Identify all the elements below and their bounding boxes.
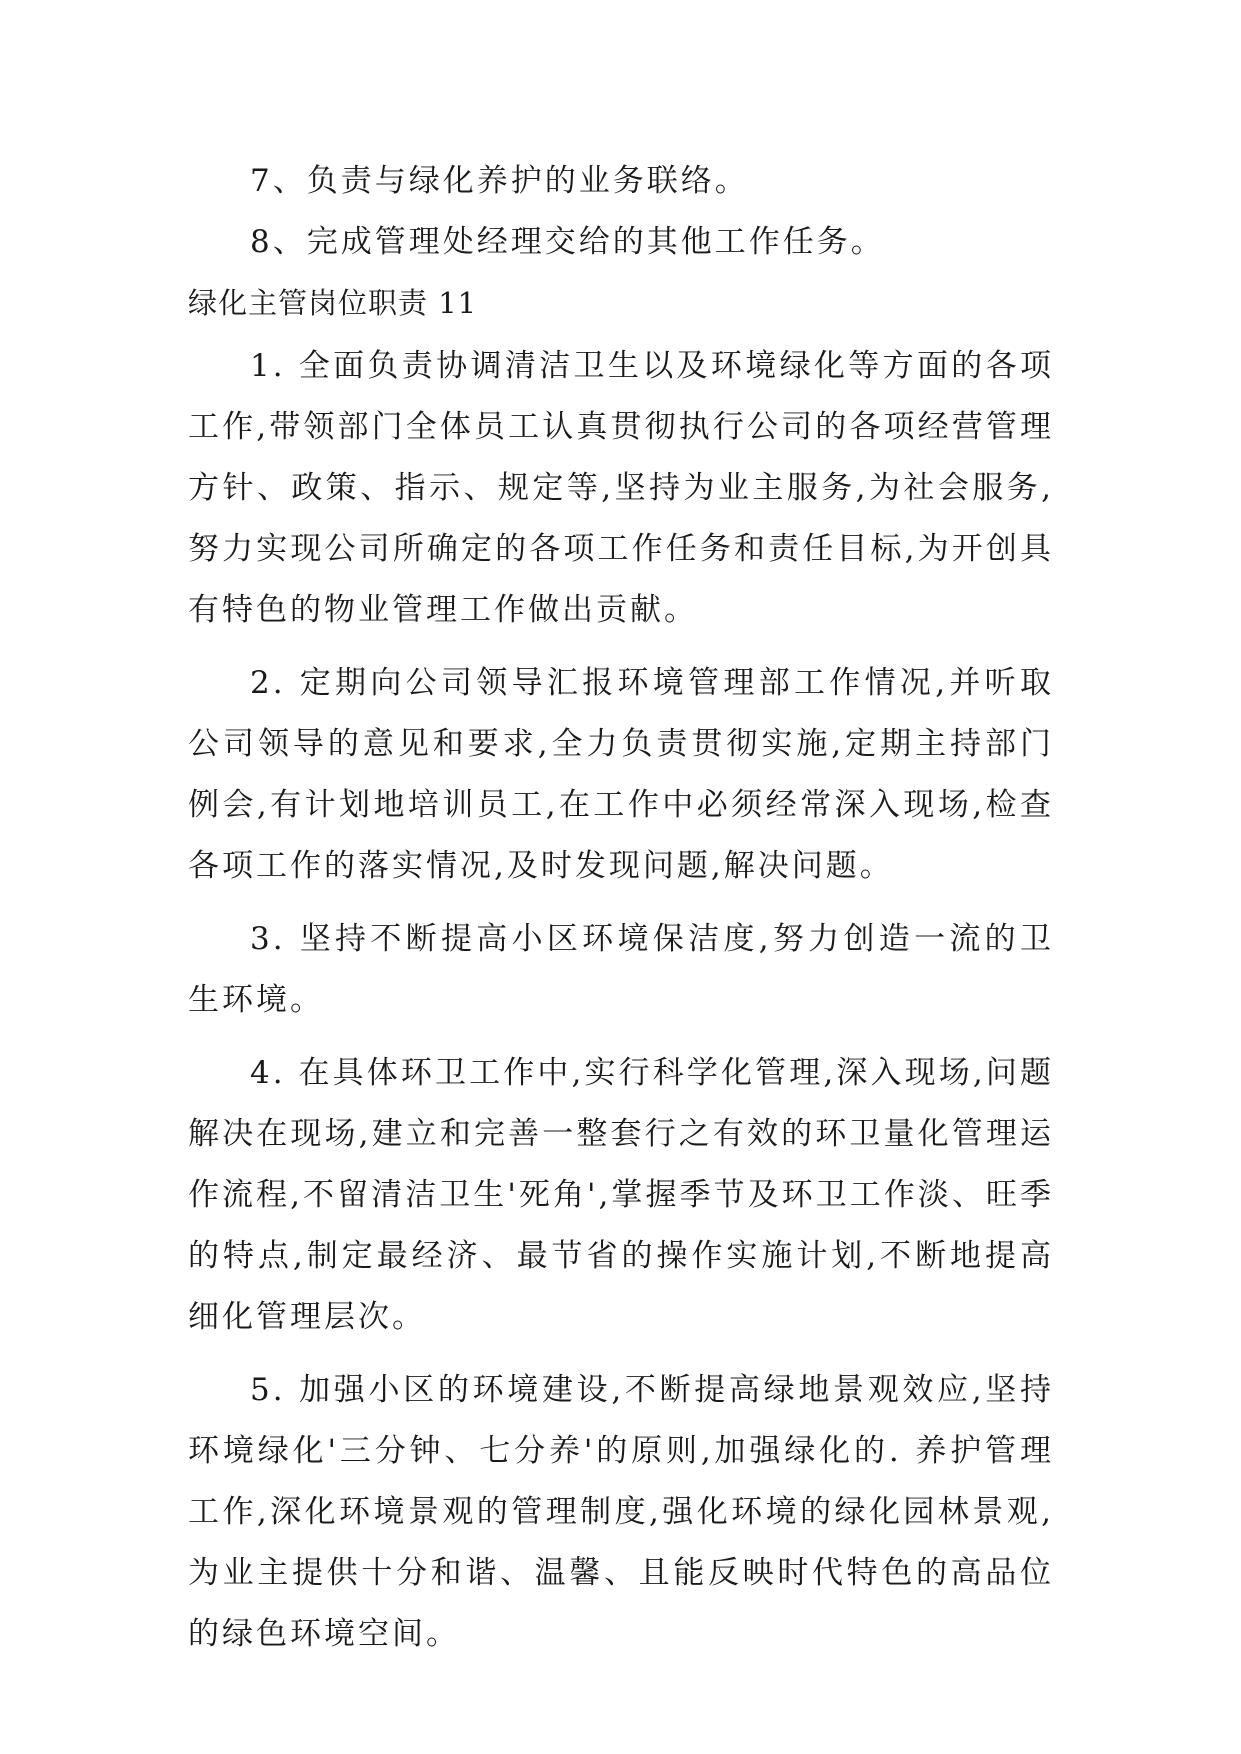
duty-item-1: 1. 全面负责协调清洁卫生以及环境绿化等方面的各项工作,带领部门全体员工认真贯彻执行公司的各项经营管理方针、政策、指示、规定等,坚持为业主服务,为社会服务,努力实现公司所确定的各项工作任务和责任目标,为开创具有特色的物业管理工作做出贡献。 — [188, 348, 1054, 628]
duty-item-4: 4. 在具体环卫工作中,实行科学化管理,深入现场,问题解决在现场,建立和完善一整套行之有效的环卫量化管理运作流程,不留清洁卫生'死角',掌握季节及环卫工作淡、旺季的特点,制定最经济、最节省的操作实施计划,不断地提高细化管理层次。 — [188, 1055, 1054, 1335]
intro-line-8: 8、完成管理处经理交给的其他工作任务。 — [250, 224, 885, 260]
document-body — [188, 151, 1054, 1665]
section-title: 绿化主管岗位职责 11 — [188, 286, 478, 320]
duty-item-5: 5. 加强小区的环境建设,不断提高绿地景观效应,坚持环境绿化'三分钟、七分养'的原则,加强绿化的. 养护管理工作,深化环境景观的管理制度,强化环境的绿化园林景观,为业主提供十分和谐、温馨、且能反映时代特色的高品位的绿色环境空间。 — [188, 1372, 1054, 1652]
intro-line-7: 7、负责与绿化养护的业务联络。 — [250, 163, 749, 199]
duty-item-3: 3. 坚持不断提高小区环境保洁度,努力创造一流的卫生环境。 — [188, 921, 1054, 1018]
duty-item-2: 2. 定期向公司领导汇报环境管理部工作情况,并听取公司领导的意见和要求,全力负责贯彻实施,定期主持部门例会,有计划地培训员工,在工作中必须经常深入现场,检查各项工作的落实情况,及时发现问题,解决问题。 — [188, 665, 1054, 884]
